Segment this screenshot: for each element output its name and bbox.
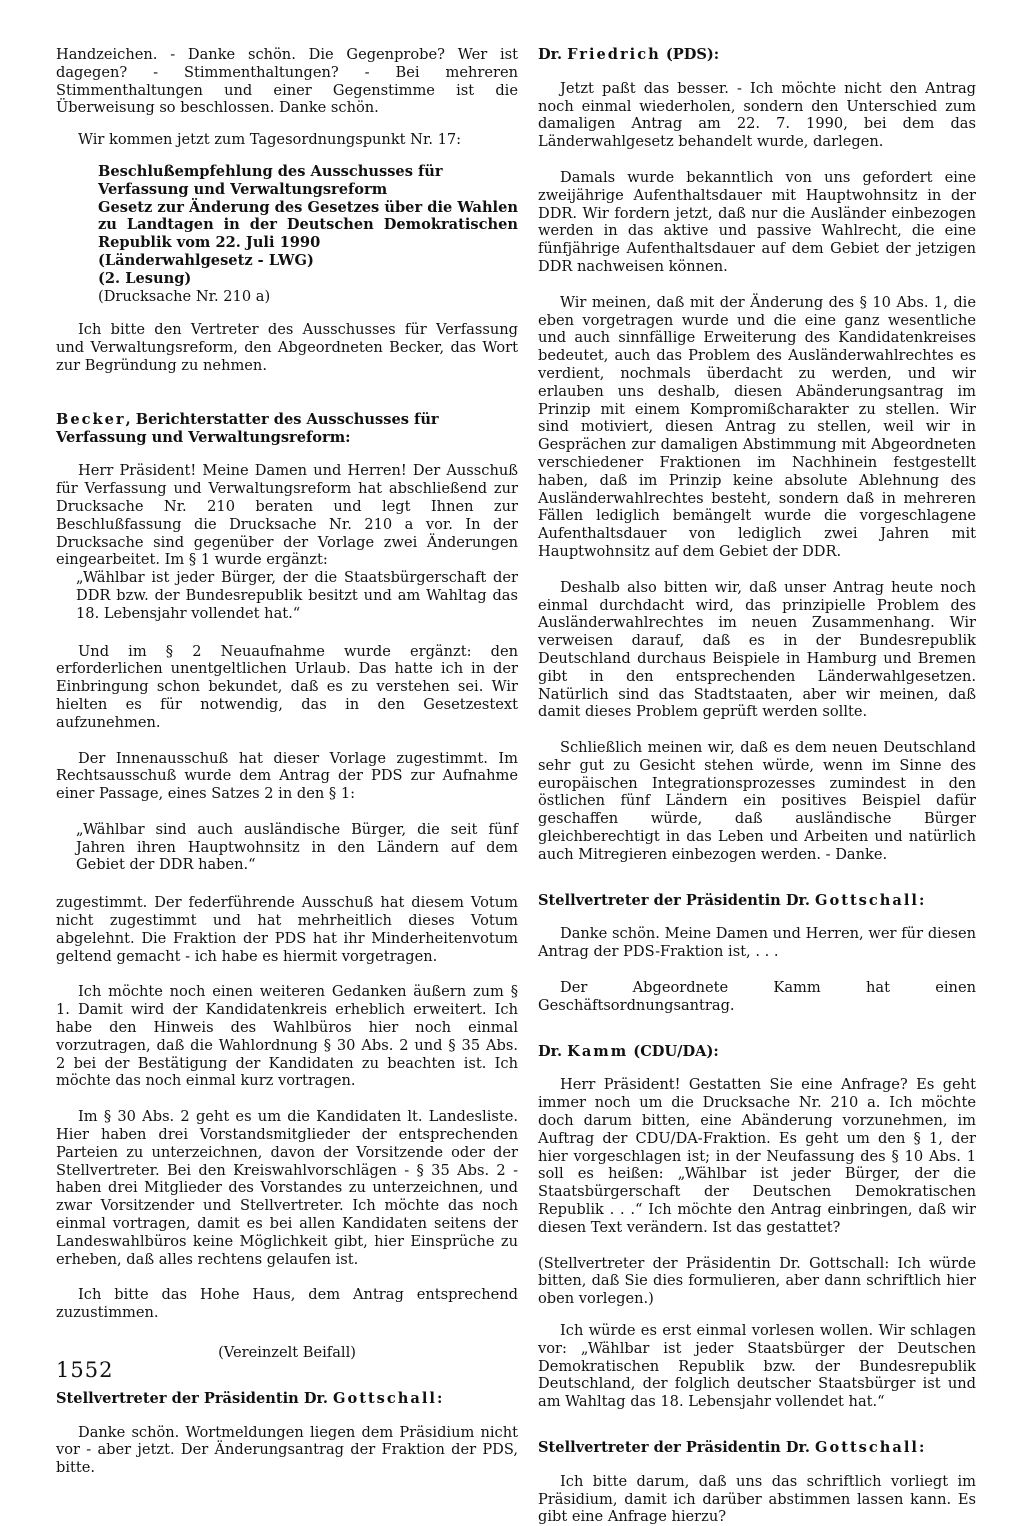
agenda-law-title: Gesetz zur Änderung des Gesetzes über die Wahlen zu Landtagen in der Deutschen Demokratischen Republik vom 22. Juli 1990 — [98, 198, 518, 252]
speaker-role: , Berichterstatter des Ausschusses für Verfassung und Verwaltungsreform: — [56, 410, 439, 446]
paragraph: Wir kommen jetzt zum Tagesordnungspunkt Nr. 17: — [78, 131, 462, 149]
paragraph: Handzeichen. - Danke schön. Die Gegenprobe? Wer ist dagegen? - Stimmenthaltungen? - Bei mehreren Stimmenthaltungen und einer Gegenstimme ist die Überweisung so beschlossen. Danke schön. — [56, 46, 518, 117]
agenda-title: Beschlußempfehlung des Ausschusses für Verfassung und Verwaltungsreform — [98, 162, 443, 198]
agenda-printed-matter: (Drucksache Nr. 210 a) — [98, 287, 271, 305]
paragraph: zugestimmt. Der federführende Ausschuß hat diesem Votum nicht zugestimmt und hat mehrheitlich dieses Votum abgelehnt. Die Fraktion der PDS hat ihr Minderheitenvotum geltend gemacht - ich habe es hiermit vorgetragen. — [56, 894, 518, 965]
agenda-short-title: (Länderwahlgesetz - LWG) — [98, 251, 314, 269]
speaker-heading — [56, 411, 518, 447]
paragraph: Ich würde es erst einmal vorlesen wollen. Wir schlagen vor: „Wählbar ist jeder Staatsbürger der Deutschen Demokratischen Republik bzw. der Bundesrepublik Deutschland, der folglich deutscher Staatsbürger ist und am Wahltag das 18. Lebensjahr vollendet hat.“ — [538, 1322, 976, 1411]
speaker-party: (CDU/DA): — [628, 1042, 719, 1060]
paragraph: Der Innenausschuß hat dieser Vorlage zugestimmt. Im Rechtsausschuß wurde dem Antrag der PDS zur Aufnahme einer Passage, eines Satzes 2 in den § 1: — [56, 749, 518, 803]
paragraph: Ich bitte das Hohe Haus, dem Antrag entsprechend zuzustimmen. — [56, 1286, 518, 1322]
paragraph: Herr Präsident! Meine Damen und Herren! Der Ausschuß für Verfassung und Verwaltungsreform hat abschließend zur Drucksache Nr. 210 beraten und legt Ihnen zur Beschlußfassung die Drucksache Nr. 210 a vor. In der Drucksache sind gegenüber der Vorlage zwei Änderungen eingearbeitet. Im § 1 wurde ergänzt: — [56, 462, 518, 569]
paragraph: Schließlich meinen wir, daß es dem neuen Deutschland sehr gut zu Gesicht stehen würde, wenn im Sinne des europäischen Integrationsprozesses zumindest in den östlichen fünf Ländern ein positives Beispiel dafür geschaffen würde, daß ausländische Bürger gleichberechtigt in das Leben und Arbeiten und natürlich auch Mitregieren einbezogen werden. - Danke. — [538, 739, 976, 863]
speaker-colon: : — [918, 891, 925, 909]
applause-note: (Vereinzelt Beifall) — [218, 1344, 356, 1362]
speaker-name: Gottschall — [815, 891, 919, 909]
quote: „Wählbar ist jeder Bürger, der die Staatsbürgerschaft der DDR bzw. der Bundesrepublik besitzt und am Wahltag das 18. Lebensjahr vollendet hat.“ — [76, 569, 518, 622]
paragraph: Im § 30 Abs. 2 geht es um die Kandidaten lt. Landesliste. Hier haben drei Vorstandsmitglieder der entsprechenden Parteien zu unterzeichnen, davon der Vorsitzende oder der Stellvertreter. Bei den Kreiswahlvorschlägen - § 35 Abs. 2 - haben drei Mitglieder des Vorstandes zu unterzeichnen, und zwar Vorsitzender und Stellvertreter. Ich möchte das noch einmal vortragen, damit es bei allen Kandidaten seitens der Landeswahlbüros keine Möglichkeit gibt, hier Einsprüche zu erheben, daß alles rechtens gelaufen ist. — [56, 1108, 518, 1268]
speaker-name: Friedrich — [567, 46, 661, 63]
speaker-role: Stellvertreter der Präsidentin Dr. — [538, 891, 815, 909]
paragraph: Danke schön. Wortmeldungen liegen dem Präsidium nicht vor - aber jetzt. Der Änderungsantrag der Fraktion der PDS, bitte. — [56, 1423, 518, 1477]
left-column — [56, 46, 518, 1477]
agenda-reading: (2. Lesung) — [98, 269, 192, 287]
paragraph: Ich möchte noch einen weiteren Gedanken äußern zum § 1. Damit wird der Kandidatenkreis erheblich erweitert. Ich habe den Hinweis des Wahlbüros hier noch einmal vorzutragen, daß die Wahlordnung § 30 Abs. 2 und § 35 Abs. 2 bei der Bestätigung der Kandidaten zu beachten ist. Ich möchte das noch einmal kurz vortragen. — [56, 983, 518, 1090]
paragraph: Damals wurde bekanntlich von uns gefordert eine zweijährige Aufenthaltsdauer mit Hauptwohnsitz in der DDR. Wir fordern jetzt, daß nur die Ausländer einbezogen werden in das aktive und passive Wahlrecht, die eine fünfjährige Aufenthaltsdauer auf dem Gebiet der jetzigen DDR nachweisen können. — [538, 168, 976, 275]
agenda-item-block — [98, 163, 518, 305]
speaker-colon: : — [436, 1389, 443, 1407]
page-number: 1552 — [56, 1358, 114, 1382]
speaker-role: Stellvertreter der Präsidentin Dr. — [538, 1439, 815, 1456]
quote: „Wählbar sind auch ausländische Bürger, die seit fünf Jahren ihren Hauptwohnsitz in den Ländern auf dem Gebiet der DDR haben.“ — [76, 820, 518, 874]
speaker-role: Dr. — [538, 46, 568, 63]
speaker-heading — [538, 1439, 976, 1457]
paragraph: Jetzt paßt das besser. - Ich möchte nicht den Antrag noch einmal wiederholen, sondern den Unterschied zum damaligen Antrag am 22. 7. 1990, bei dem das Länderwahlgesetz behandelt wurde, darlegen. — [538, 79, 976, 151]
speaker-colon: : — [918, 1439, 925, 1456]
speaker-name: Becker — [56, 410, 126, 428]
paragraph: Danke schön. Meine Damen und Herren, wer für diesen Antrag der PDS-Fraktion ist, . . . — [538, 925, 976, 961]
speaker-name: Gottschall — [815, 1439, 919, 1456]
speaker-role: Dr. — [538, 1042, 568, 1060]
paragraph: Ich bitte darum, daß uns das schriftlich vorliegt im Präsidium, damit ich darüber abstimmen lassen kann. Es gibt eine Anfrage hierzu? — [538, 1472, 976, 1526]
speaker-name: Gottschall — [333, 1389, 437, 1407]
speaker-role: Stellvertreter der Präsidentin Dr. — [56, 1389, 333, 1407]
paragraph: Und im § 2 Neuaufnahme wurde ergänzt: den erforderlichen unentgeltlichen Urlaub. Das hatte ich in der Einbringung schon bekundet, daß es zu verstehen sei. Wir hielten es für notwendig, das in den Gesetzestext aufzunehmen. — [56, 642, 518, 731]
paragraph: Wir meinen, daß mit der Änderung des § 10 Abs. 1, die eben vorgetragen wurde und die eine ganz wesentliche und auch sinnfällige Erweiterung des Kandidatenkreises bedeutet, auch das Problem des Ausländerwahlrechtes es verdient, nochmals überdacht zu werden, und wir erlauben uns deshalb, diesen Abänderungsantrag im Prinzip mit einem Kompromißcharakter zu stellen. Wir sind motiviert, diesen Antrag zu stellen, weil wir in Gesprächen zur damaligen Abstimmung mit Abgeordneten verschiedener Fraktionen im Nachhinein festgestellt haben, daß im Prinzip keine absolute Ablehnung des Ausländerwahlrechtes besteht, sondern daß in mehreren Fällen lediglich bemängelt wurde die vorgeschlagene Aufenthaltsdauer von lediglich zwei Jahren mit Hauptwohnsitz auf dem Gebiet der DDR. — [538, 293, 976, 560]
speaker-name: Kamm — [567, 1042, 629, 1060]
speaker-party: (PDS): — [660, 46, 720, 63]
speaker-heading — [56, 1390, 518, 1408]
speaker-heading — [538, 46, 976, 64]
paragraph: Ich bitte den Vertreter des Ausschusses für Verfassung und Verwaltungsreform, den Abgeordneten Becker, das Wort zur Begründung zu nehmen. — [56, 321, 518, 374]
speaker-heading — [538, 892, 976, 910]
paragraph: Deshalb also bitten wir, daß unser Antrag heute noch einmal durchdacht wird, das prinzipielle Problem des Ausländerwahlrechtes im neuen Zusammenhang. Wir verweisen darauf, daß es in der Bundesrepublik Deutschland durchaus Beispiele in Hamburg und Bremen gibt in den entsprechenden Länderwahlgesetzen. Natürlich sind das Stadtstaaten, aber wir meinen, daß damit dieses Problem geprüft werden sollte. — [538, 578, 976, 721]
right-column — [538, 46, 976, 1526]
speaker-heading — [538, 1043, 976, 1061]
paragraph: Der Abgeordnete Kamm hat einen Geschäftsordnungsantrag. — [538, 979, 976, 1014]
paragraph: Herr Präsident! Gestatten Sie eine Anfrage? Es geht immer noch um die Drucksache Nr. 210 a. Ich möchte doch darum bitten, eine Abänderung vorzunehmen, im Auftrag der CDU/DA-Fraktion. Es geht um den § 1, der hier vorgeschlagen ist; in der Neufassung des § 10 Abs. 1 soll es heißen: „Wählbar ist jeder Bürger, der die Staatsbürgerschaft der Deutschen Demokratischen Republik . . .“ Ich möchte den Antrag einbringen, daß wir diesen Text verändern. Ist das gestattet? — [538, 1076, 976, 1236]
interjection: (Stellvertreter der Präsidentin Dr. Gottschall: Ich würde bitten, daß Sie dies formulieren, aber dann schriftlich hier oben vorlegen.) — [538, 1254, 976, 1308]
